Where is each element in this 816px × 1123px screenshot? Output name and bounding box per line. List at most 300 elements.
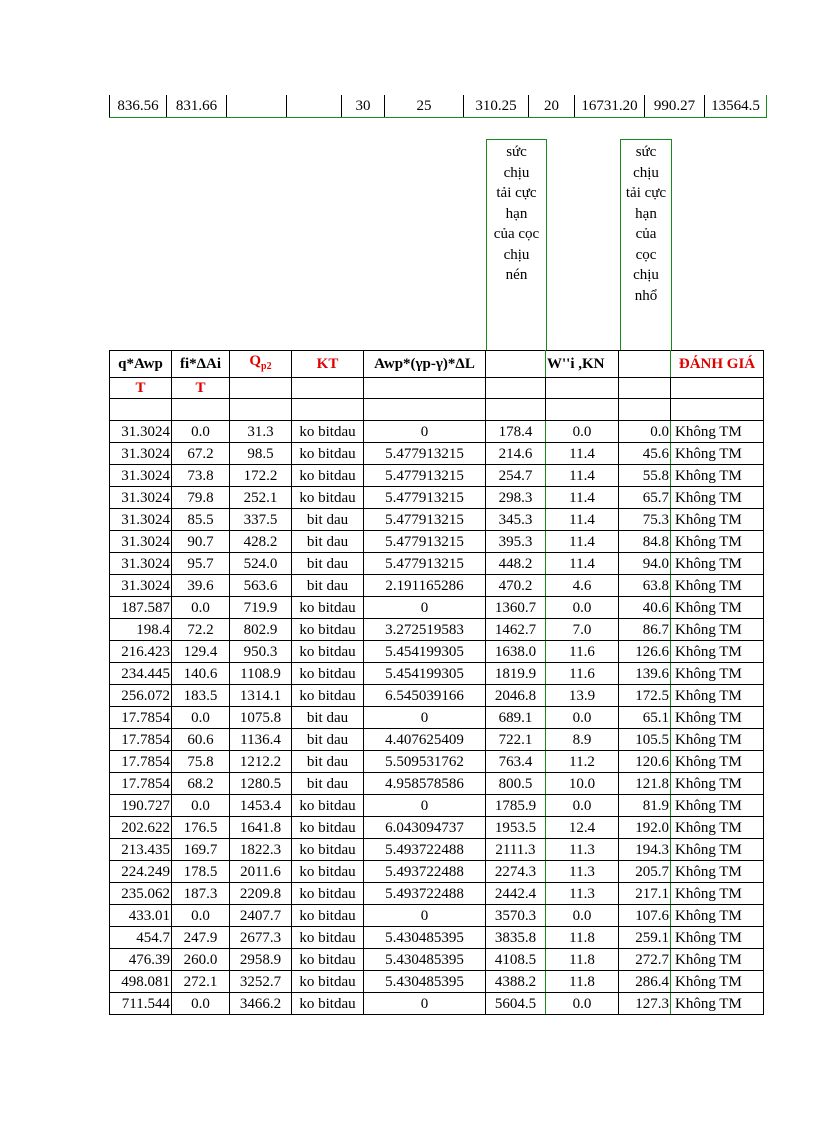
cell-awp-gamma: 5.477913215 (364, 487, 486, 509)
cell-danh-gia: Không TM (671, 751, 764, 773)
cell-fi-dai: 73.8 (172, 465, 230, 487)
cell-awp-gamma: 0 (364, 597, 486, 619)
cell-q-awp: 31.3024 (110, 487, 172, 509)
cell-fi-dai: 72.2 (172, 619, 230, 641)
cell-kt: ko bitdau (292, 465, 364, 487)
top-row-cell: 990.27 (645, 95, 705, 118)
top-row (110, 95, 767, 118)
cell-awp-gamma: 3.272519583 (364, 619, 486, 641)
cell-fi-dai: 176.5 (172, 817, 230, 839)
cell-awp-gamma: 5.477913215 (364, 509, 486, 531)
table-row (110, 971, 764, 993)
cell-fi-dai: 0.0 (172, 905, 230, 927)
cell-danh-gia: Không TM (671, 993, 764, 1015)
table-row (110, 597, 764, 619)
cell-kt: ko bitdau (292, 949, 364, 971)
cell-tension: 172.5 (619, 685, 671, 707)
cell-fi-dai: 169.7 (172, 839, 230, 861)
col-header-w: W''i ,KN (546, 351, 619, 378)
table-row (110, 443, 764, 465)
table-body (110, 421, 764, 1015)
cell-kt: ko bitdau (292, 795, 364, 817)
cell-danh-gia: Không TM (671, 663, 764, 685)
cell-w: 0.0 (546, 795, 619, 817)
cell-awp-gamma: 5.454199305 (364, 641, 486, 663)
col-header-qp2 (230, 351, 292, 378)
cell-awp-gamma: 5.430485395 (364, 949, 486, 971)
cell-danh-gia: Không TM (671, 531, 764, 553)
cell-qp2: 428.2 (230, 531, 292, 553)
unit-cell (546, 378, 619, 399)
header-box-line: tải cực (625, 185, 667, 201)
cell-tension: 120.6 (619, 751, 671, 773)
cell-q-awp: 17.7854 (110, 707, 172, 729)
cell-w: 11.4 (546, 443, 619, 465)
cell-fi-dai: 140.6 (172, 663, 230, 685)
table-row (110, 839, 764, 861)
cell-awp-gamma: 5.454199305 (364, 663, 486, 685)
table-row (110, 641, 764, 663)
cell-fi-dai: 260.0 (172, 949, 230, 971)
cell-tension: 139.6 (619, 663, 671, 685)
top-row-cell (227, 95, 287, 118)
table-row (110, 993, 764, 1015)
cell-kt: ko bitdau (292, 883, 364, 905)
main-table (109, 350, 764, 1015)
cell-w: 11.8 (546, 971, 619, 993)
cell-fi-dai: 68.2 (172, 773, 230, 795)
top-row-cell: 836.56 (110, 95, 167, 118)
cell-w: 12.4 (546, 817, 619, 839)
cell-danh-gia: Không TM (671, 597, 764, 619)
cell-tension: 45.6 (619, 443, 671, 465)
cell-compression: 763.4 (486, 751, 546, 773)
header-box-line: nén (505, 267, 528, 283)
cell-tension: 105.5 (619, 729, 671, 751)
blank-cell (671, 399, 764, 421)
cell-q-awp: 31.3024 (110, 531, 172, 553)
cell-q-awp: 213.435 (110, 839, 172, 861)
col-header-tension (619, 351, 671, 378)
cell-danh-gia: Không TM (671, 465, 764, 487)
cell-tension: 127.3 (619, 993, 671, 1015)
header-box-line: chịu (633, 164, 659, 181)
cell-w: 11.4 (546, 465, 619, 487)
cell-q-awp: 198.4 (110, 619, 172, 641)
cell-w: 11.4 (546, 509, 619, 531)
top-row-cell: 30 (342, 95, 385, 118)
cell-fi-dai: 0.0 (172, 421, 230, 443)
cell-fi-dai: 0.0 (172, 707, 230, 729)
cell-qp2: 1075.8 (230, 707, 292, 729)
cell-q-awp: 234.445 (110, 663, 172, 685)
cell-compression: 5604.5 (486, 993, 546, 1015)
unit-fi-dai: T (172, 378, 230, 399)
cell-kt: bit dau (292, 531, 364, 553)
cell-tension: 65.1 (619, 707, 671, 729)
blank-row (110, 399, 764, 421)
cell-compression: 178.4 (486, 421, 546, 443)
cell-qp2: 172.2 (230, 465, 292, 487)
cell-compression: 2274.3 (486, 861, 546, 883)
cell-q-awp: 17.7854 (110, 751, 172, 773)
cell-w: 11.8 (546, 949, 619, 971)
cell-compression: 4388.2 (486, 971, 546, 993)
cell-awp-gamma: 0 (364, 905, 486, 927)
cell-qp2: 31.3 (230, 421, 292, 443)
cell-fi-dai: 85.5 (172, 509, 230, 531)
header-box-line: sức (506, 144, 527, 160)
cell-q-awp: 216.423 (110, 641, 172, 663)
cell-danh-gia: Không TM (671, 619, 764, 641)
unit-cell (292, 378, 364, 399)
cell-kt: ko bitdau (292, 685, 364, 707)
top-row-cell: 831.66 (167, 95, 227, 118)
cell-awp-gamma: 6.545039166 (364, 685, 486, 707)
cell-kt: ko bitdau (292, 839, 364, 861)
cell-compression: 448.2 (486, 553, 546, 575)
cell-tension: 94.0 (619, 553, 671, 575)
table-row (110, 553, 764, 575)
cell-compression: 214.6 (486, 443, 546, 465)
cell-w: 11.8 (546, 927, 619, 949)
cell-danh-gia: Không TM (671, 949, 764, 971)
cell-q-awp: 17.7854 (110, 773, 172, 795)
header-box-line: hạn (505, 205, 528, 222)
table-row (110, 421, 764, 443)
top-row-cell: 20 (529, 95, 575, 118)
cell-w: 0.0 (546, 597, 619, 619)
cell-kt: bit dau (292, 773, 364, 795)
cell-compression: 470.2 (486, 575, 546, 597)
cell-w: 10.0 (546, 773, 619, 795)
cell-compression: 395.3 (486, 531, 546, 553)
cell-compression: 2046.8 (486, 685, 546, 707)
cell-tension: 75.3 (619, 509, 671, 531)
cell-awp-gamma: 0 (364, 707, 486, 729)
cell-qp2: 1280.5 (230, 773, 292, 795)
header-box-line: sức (635, 144, 657, 160)
cell-danh-gia: Không TM (671, 795, 764, 817)
cell-danh-gia: Không TM (671, 575, 764, 597)
cell-tension: 107.6 (619, 905, 671, 927)
cell-danh-gia: Không TM (671, 641, 764, 663)
cell-tension: 272.7 (619, 949, 671, 971)
table-row (110, 949, 764, 971)
cell-kt: bit dau (292, 575, 364, 597)
cell-qp2: 563.6 (230, 575, 292, 597)
cell-tension: 194.3 (619, 839, 671, 861)
cell-danh-gia: Không TM (671, 685, 764, 707)
cell-tension: 286.4 (619, 971, 671, 993)
cell-w: 11.6 (546, 641, 619, 663)
cell-q-awp: 433.01 (110, 905, 172, 927)
cell-w: 11.4 (546, 553, 619, 575)
header-box-line: hạn (635, 205, 657, 222)
top-row-cell: 310.25 (464, 95, 529, 118)
qp2-main: Q (249, 353, 262, 369)
table-row (110, 619, 764, 641)
cell-fi-dai: 247.9 (172, 927, 230, 949)
cell-w: 11.3 (546, 839, 619, 861)
blank-cell (292, 399, 364, 421)
cell-kt: ko bitdau (292, 861, 364, 883)
cell-kt: bit dau (292, 553, 364, 575)
table-row (110, 905, 764, 927)
col-header-danh-gia: ĐÁNH GIÁ (671, 351, 764, 378)
blank-cell (172, 399, 230, 421)
cell-awp-gamma: 5.477913215 (364, 443, 486, 465)
table-row (110, 861, 764, 883)
cell-compression: 1819.9 (486, 663, 546, 685)
cell-tension: 217.1 (619, 883, 671, 905)
cell-tension: 121.8 (619, 773, 671, 795)
cell-danh-gia: Không TM (671, 927, 764, 949)
blank-cell (486, 399, 546, 421)
cell-tension: 86.7 (619, 619, 671, 641)
table-row (110, 883, 764, 905)
cell-qp2: 1212.2 (230, 751, 292, 773)
cell-fi-dai: 129.4 (172, 641, 230, 663)
cell-w: 0.0 (546, 421, 619, 443)
unit-cell (364, 378, 486, 399)
cell-compression: 345.3 (486, 509, 546, 531)
cell-compression: 2442.4 (486, 883, 546, 905)
header-box-line: nhổ (634, 287, 658, 304)
table-row (110, 487, 764, 509)
cell-w: 13.9 (546, 685, 619, 707)
col-header-awp-gamma: Awp*(γp-γ)*ΔL (364, 351, 486, 378)
cell-awp-gamma: 0 (364, 795, 486, 817)
cell-q-awp: 187.587 (110, 597, 172, 619)
cell-qp2: 950.3 (230, 641, 292, 663)
cell-compression: 298.3 (486, 487, 546, 509)
cell-compression: 1462.7 (486, 619, 546, 641)
col-header-q-awp: q*Awp (110, 351, 172, 378)
cell-kt: ko bitdau (292, 487, 364, 509)
cell-kt: bit dau (292, 751, 364, 773)
cell-q-awp: 476.39 (110, 949, 172, 971)
cell-kt: ko bitdau (292, 971, 364, 993)
cell-awp-gamma: 0 (364, 993, 486, 1015)
top-row-table (109, 95, 767, 118)
cell-awp-gamma: 5.493722488 (364, 839, 486, 861)
cell-q-awp: 31.3024 (110, 465, 172, 487)
cell-tension: 126.6 (619, 641, 671, 663)
cell-compression: 1638.0 (486, 641, 546, 663)
table-row (110, 575, 764, 597)
cell-q-awp: 190.727 (110, 795, 172, 817)
header-box-line: chịu (503, 246, 530, 263)
cell-danh-gia: Không TM (671, 773, 764, 795)
cell-w: 7.0 (546, 619, 619, 641)
cell-kt: ko bitdau (292, 421, 364, 443)
cell-qp2: 719.9 (230, 597, 292, 619)
unit-cell (230, 378, 292, 399)
cell-kt: ko bitdau (292, 993, 364, 1015)
cell-danh-gia: Không TM (671, 553, 764, 575)
cell-awp-gamma: 5.430485395 (364, 927, 486, 949)
cell-qp2: 1822.3 (230, 839, 292, 861)
cell-awp-gamma: 2.191165286 (364, 575, 486, 597)
cell-compression: 1785.9 (486, 795, 546, 817)
cell-danh-gia: Không TM (671, 861, 764, 883)
header-box-line: cọc (635, 246, 657, 263)
cell-danh-gia: Không TM (671, 905, 764, 927)
cell-q-awp: 224.249 (110, 861, 172, 883)
cell-awp-gamma: 5.477913215 (364, 531, 486, 553)
cell-q-awp: 256.072 (110, 685, 172, 707)
cell-fi-dai: 79.8 (172, 487, 230, 509)
table-row (110, 817, 764, 839)
cell-fi-dai: 0.0 (172, 993, 230, 1015)
cell-w: 4.6 (546, 575, 619, 597)
cell-compression: 4108.5 (486, 949, 546, 971)
cell-compression: 1360.7 (486, 597, 546, 619)
cell-fi-dai: 187.3 (172, 883, 230, 905)
cell-compression: 3570.3 (486, 905, 546, 927)
cell-qp2: 2011.6 (230, 861, 292, 883)
header-box-tension (620, 139, 672, 351)
cell-tension: 63.8 (619, 575, 671, 597)
cell-tension: 192.0 (619, 817, 671, 839)
cell-qp2: 2209.8 (230, 883, 292, 905)
table-row (110, 729, 764, 751)
cell-tension: 40.6 (619, 597, 671, 619)
header-box-compression (486, 139, 547, 351)
cell-tension: 81.9 (619, 795, 671, 817)
cell-tension: 259.1 (619, 927, 671, 949)
header-box-line: chịu (633, 267, 659, 283)
cell-fi-dai: 183.5 (172, 685, 230, 707)
cell-qp2: 3252.7 (230, 971, 292, 993)
qp2-sub: p2 (261, 361, 272, 372)
top-row-cell (287, 95, 342, 118)
cell-qp2: 2958.9 (230, 949, 292, 971)
cell-q-awp: 31.3024 (110, 421, 172, 443)
cell-fi-dai: 67.2 (172, 443, 230, 465)
cell-qp2: 2407.7 (230, 905, 292, 927)
cell-w: 0.0 (546, 707, 619, 729)
cell-qp2: 2677.3 (230, 927, 292, 949)
cell-compression: 689.1 (486, 707, 546, 729)
cell-kt: ko bitdau (292, 663, 364, 685)
table-row (110, 707, 764, 729)
unit-q-awp: T (110, 378, 172, 399)
cell-w: 11.4 (546, 531, 619, 553)
cell-danh-gia: Không TM (671, 509, 764, 531)
unit-row (110, 378, 764, 399)
cell-fi-dai: 272.1 (172, 971, 230, 993)
cell-fi-dai: 178.5 (172, 861, 230, 883)
header-box-line: chịu (503, 164, 530, 181)
cell-qp2: 337.5 (230, 509, 292, 531)
column-header-row (110, 351, 764, 378)
cell-q-awp: 202.622 (110, 817, 172, 839)
cell-q-awp: 235.062 (110, 883, 172, 905)
cell-fi-dai: 95.7 (172, 553, 230, 575)
cell-tension: 84.8 (619, 531, 671, 553)
header-box-line: tải cực (496, 185, 537, 201)
cell-tension: 0.0 (619, 421, 671, 443)
unit-cell (619, 378, 671, 399)
cell-awp-gamma: 0 (364, 421, 486, 443)
cell-compression: 800.5 (486, 773, 546, 795)
cell-danh-gia: Không TM (671, 487, 764, 509)
table-row (110, 751, 764, 773)
cell-fi-dai: 75.8 (172, 751, 230, 773)
cell-w: 11.4 (546, 487, 619, 509)
table-row (110, 685, 764, 707)
blank-cell (110, 399, 172, 421)
header-box-line: của cọc (493, 226, 540, 242)
table-row (110, 663, 764, 685)
cell-compression: 254.7 (486, 465, 546, 487)
blank-cell (619, 399, 671, 421)
cell-awp-gamma: 4.958578586 (364, 773, 486, 795)
cell-danh-gia: Không TM (671, 817, 764, 839)
cell-kt: ko bitdau (292, 905, 364, 927)
cell-fi-dai: 0.0 (172, 795, 230, 817)
blank-cell (546, 399, 619, 421)
top-row-cell: 13564.5 (705, 95, 767, 118)
cell-q-awp: 454.7 (110, 927, 172, 949)
cell-w: 11.2 (546, 751, 619, 773)
cell-q-awp: 31.3024 (110, 553, 172, 575)
cell-kt: bit dau (292, 729, 364, 751)
cell-w: 11.3 (546, 883, 619, 905)
cell-q-awp: 711.544 (110, 993, 172, 1015)
cell-fi-dai: 90.7 (172, 531, 230, 553)
cell-q-awp: 498.081 (110, 971, 172, 993)
cell-w: 8.9 (546, 729, 619, 751)
cell-qp2: 1453.4 (230, 795, 292, 817)
cell-qp2: 1136.4 (230, 729, 292, 751)
table-row (110, 927, 764, 949)
blank-cell (230, 399, 292, 421)
cell-danh-gia: Không TM (671, 729, 764, 751)
cell-kt: ko bitdau (292, 927, 364, 949)
table-row (110, 531, 764, 553)
cell-q-awp: 31.3024 (110, 443, 172, 465)
cell-awp-gamma: 5.477913215 (364, 465, 486, 487)
table-row (110, 773, 764, 795)
cell-kt: ko bitdau (292, 619, 364, 641)
blank-cell (364, 399, 486, 421)
table-row (110, 795, 764, 817)
cell-compression: 1953.5 (486, 817, 546, 839)
cell-awp-gamma: 6.043094737 (364, 817, 486, 839)
cell-qp2: 1108.9 (230, 663, 292, 685)
unit-cell (486, 378, 546, 399)
top-row-cell: 16731.20 (575, 95, 645, 118)
cell-qp2: 802.9 (230, 619, 292, 641)
cell-q-awp: 31.3024 (110, 509, 172, 531)
cell-kt: ko bitdau (292, 641, 364, 663)
cell-awp-gamma: 5.493722488 (364, 883, 486, 905)
table-row (110, 509, 764, 531)
cell-qp2: 3466.2 (230, 993, 292, 1015)
header-box-line: của (635, 226, 657, 242)
cell-qp2: 252.1 (230, 487, 292, 509)
cell-tension: 205.7 (619, 861, 671, 883)
cell-qp2: 524.0 (230, 553, 292, 575)
cell-kt: bit dau (292, 707, 364, 729)
cell-awp-gamma: 5.430485395 (364, 971, 486, 993)
cell-w: 11.6 (546, 663, 619, 685)
cell-danh-gia: Không TM (671, 443, 764, 465)
col-header-compression (486, 351, 546, 378)
